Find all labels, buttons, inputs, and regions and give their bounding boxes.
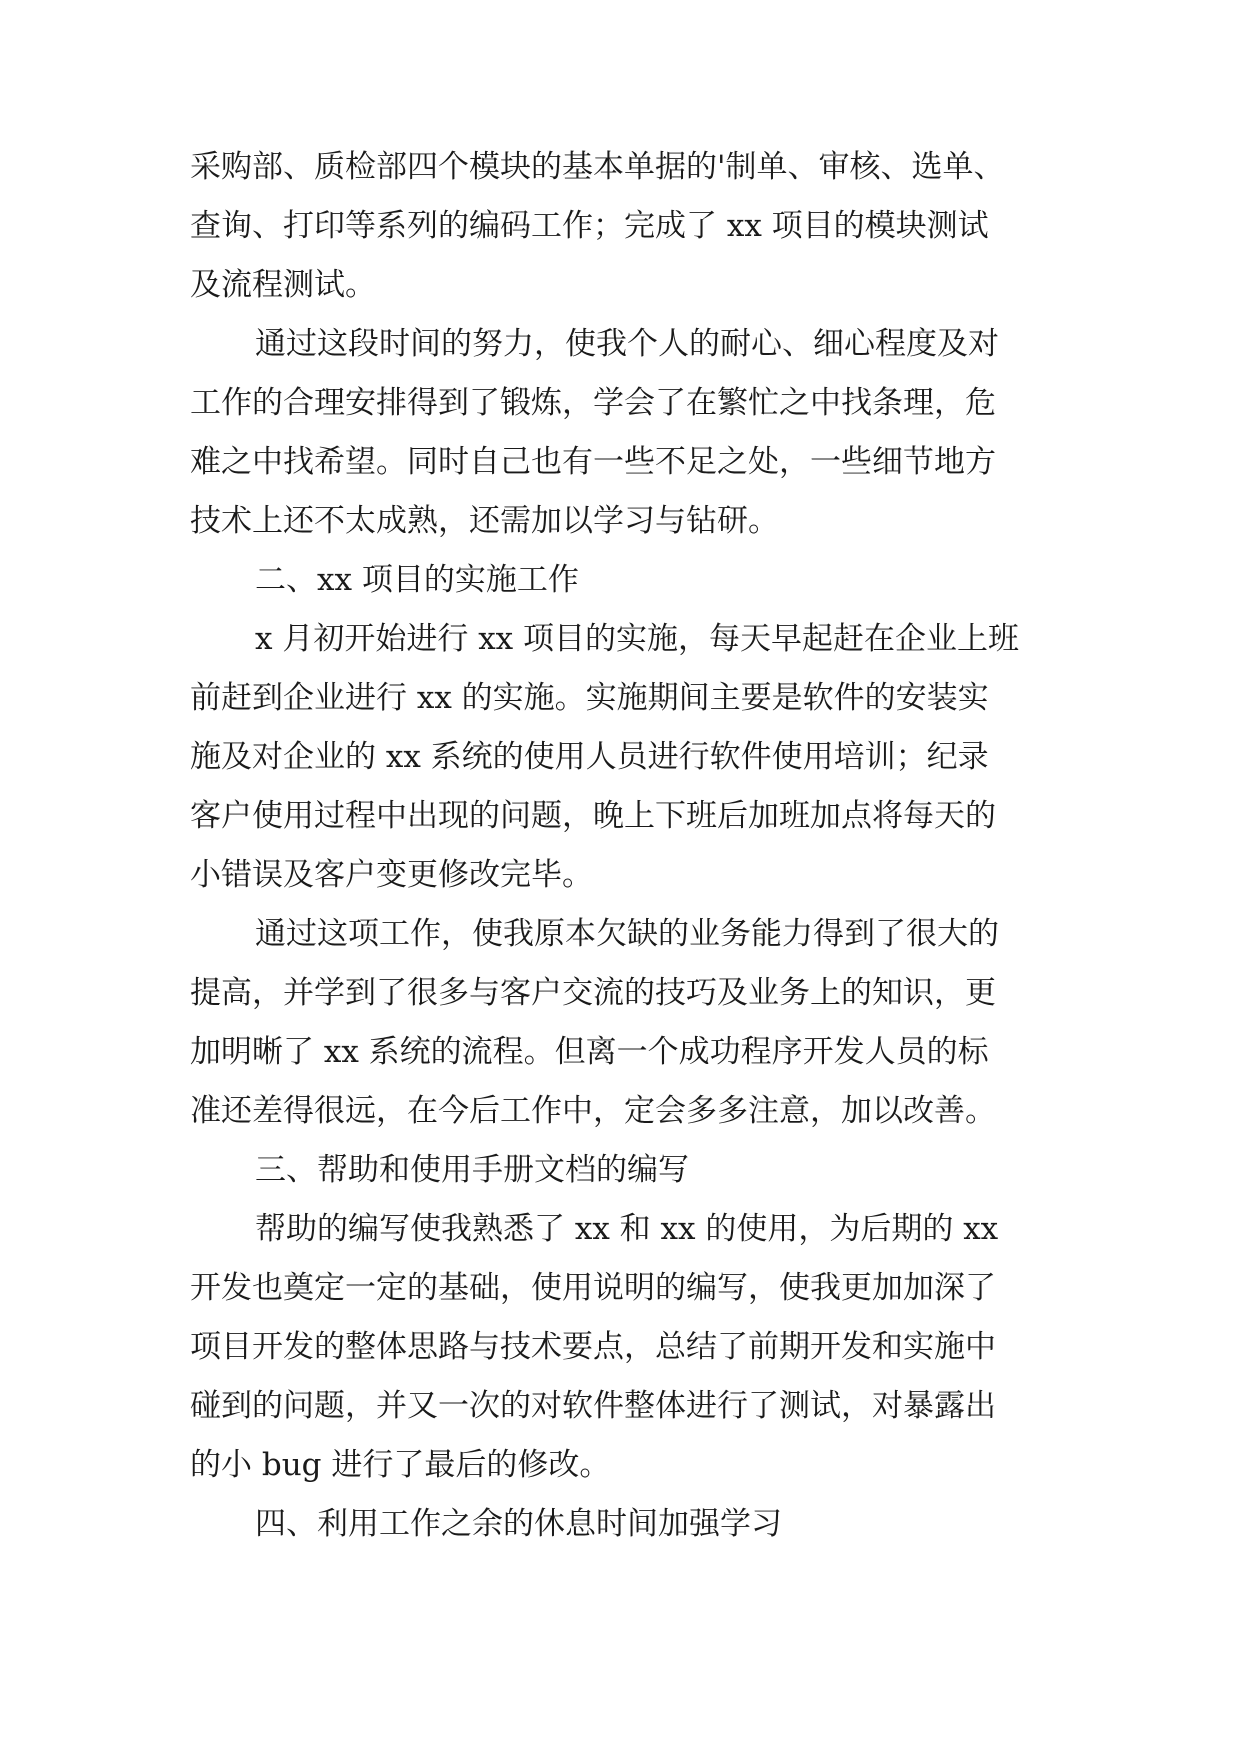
text-line: 工作的合理安排得到了锻炼，学会了在繁忙之中找条理，危: [190, 385, 996, 421]
text-line: 开发也奠定一定的基础，使用说明的编写，使我更加加深了: [190, 1270, 996, 1306]
text-line: 客户使用过程中出现的问题，晚上下班后加班加点将每天的: [190, 798, 996, 834]
text-line: 项目开发的整体思路与技术要点，总结了前期开发和实施中: [190, 1329, 996, 1365]
text-line: 及流程测试。: [190, 267, 376, 303]
text-line: 帮助的编写使我熟悉了 xx 和 xx 的使用，为后期的 xx: [255, 1211, 999, 1247]
section-heading: 四、利用工作之余的休息时间加强学习: [255, 1506, 782, 1542]
text-line: 难之中找希望。同时自己也有一些不足之处，一些细节地方: [190, 444, 996, 480]
section-heading: 三、帮助和使用手册文档的编写: [255, 1152, 689, 1188]
text-line: 施及对企业的 xx 系统的使用人员进行软件使用培训；纪录: [190, 739, 989, 775]
text-line: 加明晰了 xx 系统的流程。但离一个成功程序开发人员的标: [190, 1034, 989, 1070]
text-line: 碰到的问题，并又一次的对软件整体进行了测试，对暴露出: [190, 1388, 996, 1424]
text-line: 提高，并学到了很多与客户交流的技巧及业务上的知识，更: [190, 975, 996, 1011]
text-line: 技术上还不太成熟，还需加以学习与钻研。: [190, 503, 779, 539]
text-line: x 月初开始进行 xx 项目的实施，每天早起赶在企业上班: [255, 621, 1020, 657]
text-line: 采购部、质检部四个模块的基本单据的'制单、审核、选单、: [190, 149, 1005, 185]
text-line: 通过这项工作，使我原本欠缺的业务能力得到了很大的: [255, 916, 999, 952]
text-line: 小错误及客户变更修改完毕。: [190, 857, 593, 893]
text-line: 查询、打印等系列的编码工作；完成了 xx 项目的模块测试: [190, 208, 989, 244]
section-heading: 二、xx 项目的实施工作: [255, 562, 579, 598]
text-line: 的小 bug 进行了最后的修改。: [190, 1447, 611, 1483]
text-line: 通过这段时间的努力，使我个人的耐心、细心程度及对: [255, 326, 999, 362]
text-line: 准还差得很远，在今后工作中，定会多多注意，加以改善。: [190, 1093, 996, 1129]
text-line: 前赶到企业进行 xx 的实施。实施期间主要是软件的安装实: [190, 680, 989, 716]
